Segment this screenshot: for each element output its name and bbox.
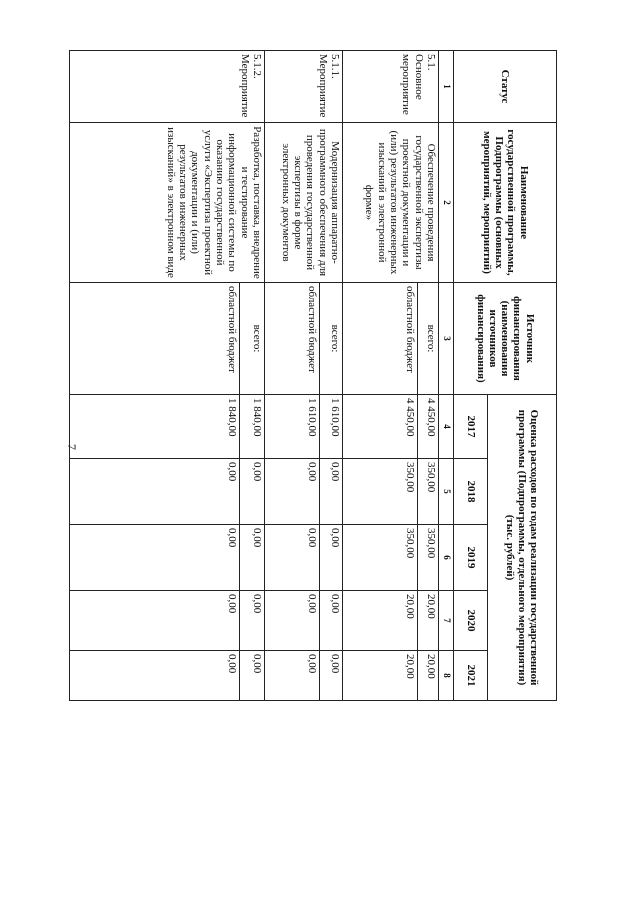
value-cell: 0,00 (70, 651, 240, 701)
value-cell: 0,00 (70, 591, 240, 651)
source-cell: областной бюджет (342, 283, 417, 395)
column-number: 7 (438, 591, 453, 651)
value-cell: 0,00 (319, 525, 342, 591)
value-cell: 0,00 (264, 459, 319, 525)
value-cell: 0,00 (319, 459, 342, 525)
status-cell: 5.1.2. Мероприятие (70, 51, 265, 123)
value-cell: 0,00 (239, 459, 264, 525)
estimate-header: Оценка расходов по годам реализации государственной программы (Подпрограммы, отдельного мероприятия) (тыс. рублей) (488, 395, 557, 701)
value-cell: 0,00 (70, 459, 240, 525)
value-cell: 1 610,00 (264, 395, 319, 459)
column-number: 1 (438, 51, 453, 123)
source-header: Источник финансирования (наименования источников финансирования) (453, 283, 556, 395)
value-cell: 0,00 (264, 591, 319, 651)
status-cell: 5.1. Основное мероприятие (342, 51, 438, 123)
value-cell: 20,00 (342, 591, 417, 651)
value-cell: 0,00 (239, 651, 264, 701)
value-cell: 0,00 (239, 525, 264, 591)
name-cell: Модернизация аппаратно-программного обеспечения для проведения государственной экспертизы в форме электронных документов (264, 123, 342, 283)
value-cell: 0,00 (70, 525, 240, 591)
source-cell: всего: (417, 283, 438, 395)
year-header: 2018 (453, 459, 487, 525)
column-number: 5 (438, 459, 453, 525)
status-header: Статус (453, 51, 556, 123)
value-cell: 20,00 (342, 651, 417, 701)
name-header: Наименование государственной программы, Подпрограммы (основных мероприятий, мероприятий) (453, 123, 556, 283)
value-cell: 20,00 (417, 591, 438, 651)
column-number: 2 (438, 123, 453, 283)
column-number: 6 (438, 525, 453, 591)
source-cell: областной бюджет (264, 283, 319, 395)
value-cell: 350,00 (417, 459, 438, 525)
name-cell: Обеспечение проведения государственной экспертизы проектной документации и (или) результатов инженерных изысканий в электронной форме» (342, 123, 438, 283)
value-cell: 0,00 (319, 651, 342, 701)
source-cell: областной бюджет (70, 283, 240, 395)
column-number: 8 (438, 651, 453, 701)
source-cell: всего: (239, 283, 264, 395)
value-cell: 1 840,00 (70, 395, 240, 459)
value-cell: 350,00 (342, 459, 417, 525)
value-cell: 0,00 (239, 591, 264, 651)
value-cell: 0,00 (264, 651, 319, 701)
value-cell: 1 610,00 (319, 395, 342, 459)
table-container (69, 50, 557, 855)
header-row (488, 51, 557, 856)
value-cell: 4 450,00 (417, 395, 438, 459)
value-cell: 1 840,00 (239, 395, 264, 459)
year-header: 2020 (453, 591, 487, 651)
value-cell: 350,00 (342, 525, 417, 591)
value-cell: 0,00 (264, 525, 319, 591)
value-cell: 0,00 (319, 591, 342, 651)
column-number: 4 (438, 395, 453, 459)
status-cell: 5.1.1. Мероприятие (264, 51, 342, 123)
year-header: 2017 (453, 395, 487, 459)
spacer-column (70, 701, 557, 855)
budget-table (69, 50, 557, 855)
name-cell: Разработка, поставка, внедрение и тестирование информационной системы по оказанию государственной услуги «Экспертиза проектной документации и (или) результатов инженерных изысканий» в электронном виде (70, 123, 265, 283)
year-header: 2021 (453, 651, 487, 701)
year-header: 2019 (453, 525, 487, 591)
value-cell: 20,00 (417, 651, 438, 701)
value-cell: 4 450,00 (342, 395, 417, 459)
column-number: 3 (438, 283, 453, 395)
page-number: 7 (65, 444, 79, 450)
source-cell: всего: (319, 283, 342, 395)
value-cell: 350,00 (417, 525, 438, 591)
